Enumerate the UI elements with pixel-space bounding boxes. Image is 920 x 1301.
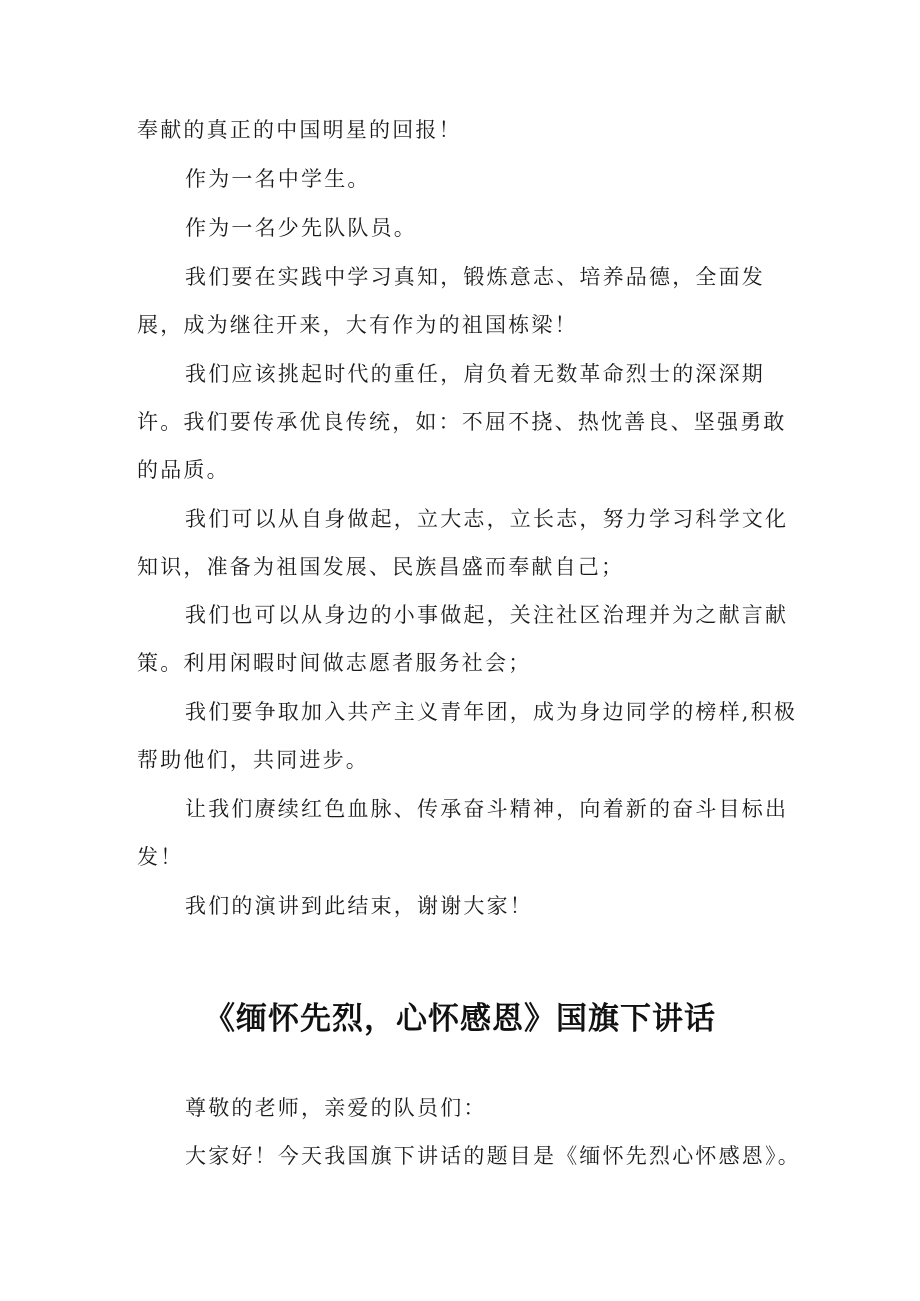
paragraph-shoulder-responsibility: 我们应该挑起时代的重任，肩负着无数革命烈士的深深期许。我们要传承优良传统，如：不屈不挠、热忱善良、坚强勇敢的品质。 (137, 362, 787, 482)
speech-heading: 《缅怀先烈，心怀感恩》国旗下讲话 (204, 1001, 716, 1037)
paragraph-join-league: 我们要争取加入共产主义青年团，成为身边同学的榜样,积极帮助他们，共同进步。 (137, 700, 798, 772)
paragraph-continuation: 奉献的真正的中国明星的回报！ (137, 118, 462, 142)
paragraph-carry-on: 让我们赓续红色血脉、传承奋斗精神，向着新的奋斗目标出发！ (137, 797, 789, 869)
paragraph-opening: 大家好！今天我国旗下讲话的题目是《缅怀先烈心怀感恩》。 (185, 1144, 801, 1168)
paragraph-start-from-self: 我们可以从自身做起，立大志，立长志，努力学习科学文化知识，准备为祖国发展、民族昌盛而奉献自己； (137, 507, 789, 579)
paragraph-salutation: 尊敬的老师，亲爱的队员们： (185, 1096, 487, 1120)
paragraph-learn-in-practice: 我们要在实践中学习真知，锻炼意志、培养品德，全面发展，成为继往开来，大有作为的祖国栋梁！ (137, 265, 765, 337)
paragraph-closing: 我们的演讲到此结束，谢谢大家！ (185, 894, 533, 918)
paragraph-middle-school-student: 作为一名中学生。 (185, 167, 371, 191)
paragraph-small-things: 我们也可以从身边的小事做起，关注社区治理并为之献言献策。利用闲暇时间做志愿者服务社会； (137, 603, 789, 675)
paragraph-young-pioneer: 作为一名少先队队员。 (185, 216, 417, 240)
